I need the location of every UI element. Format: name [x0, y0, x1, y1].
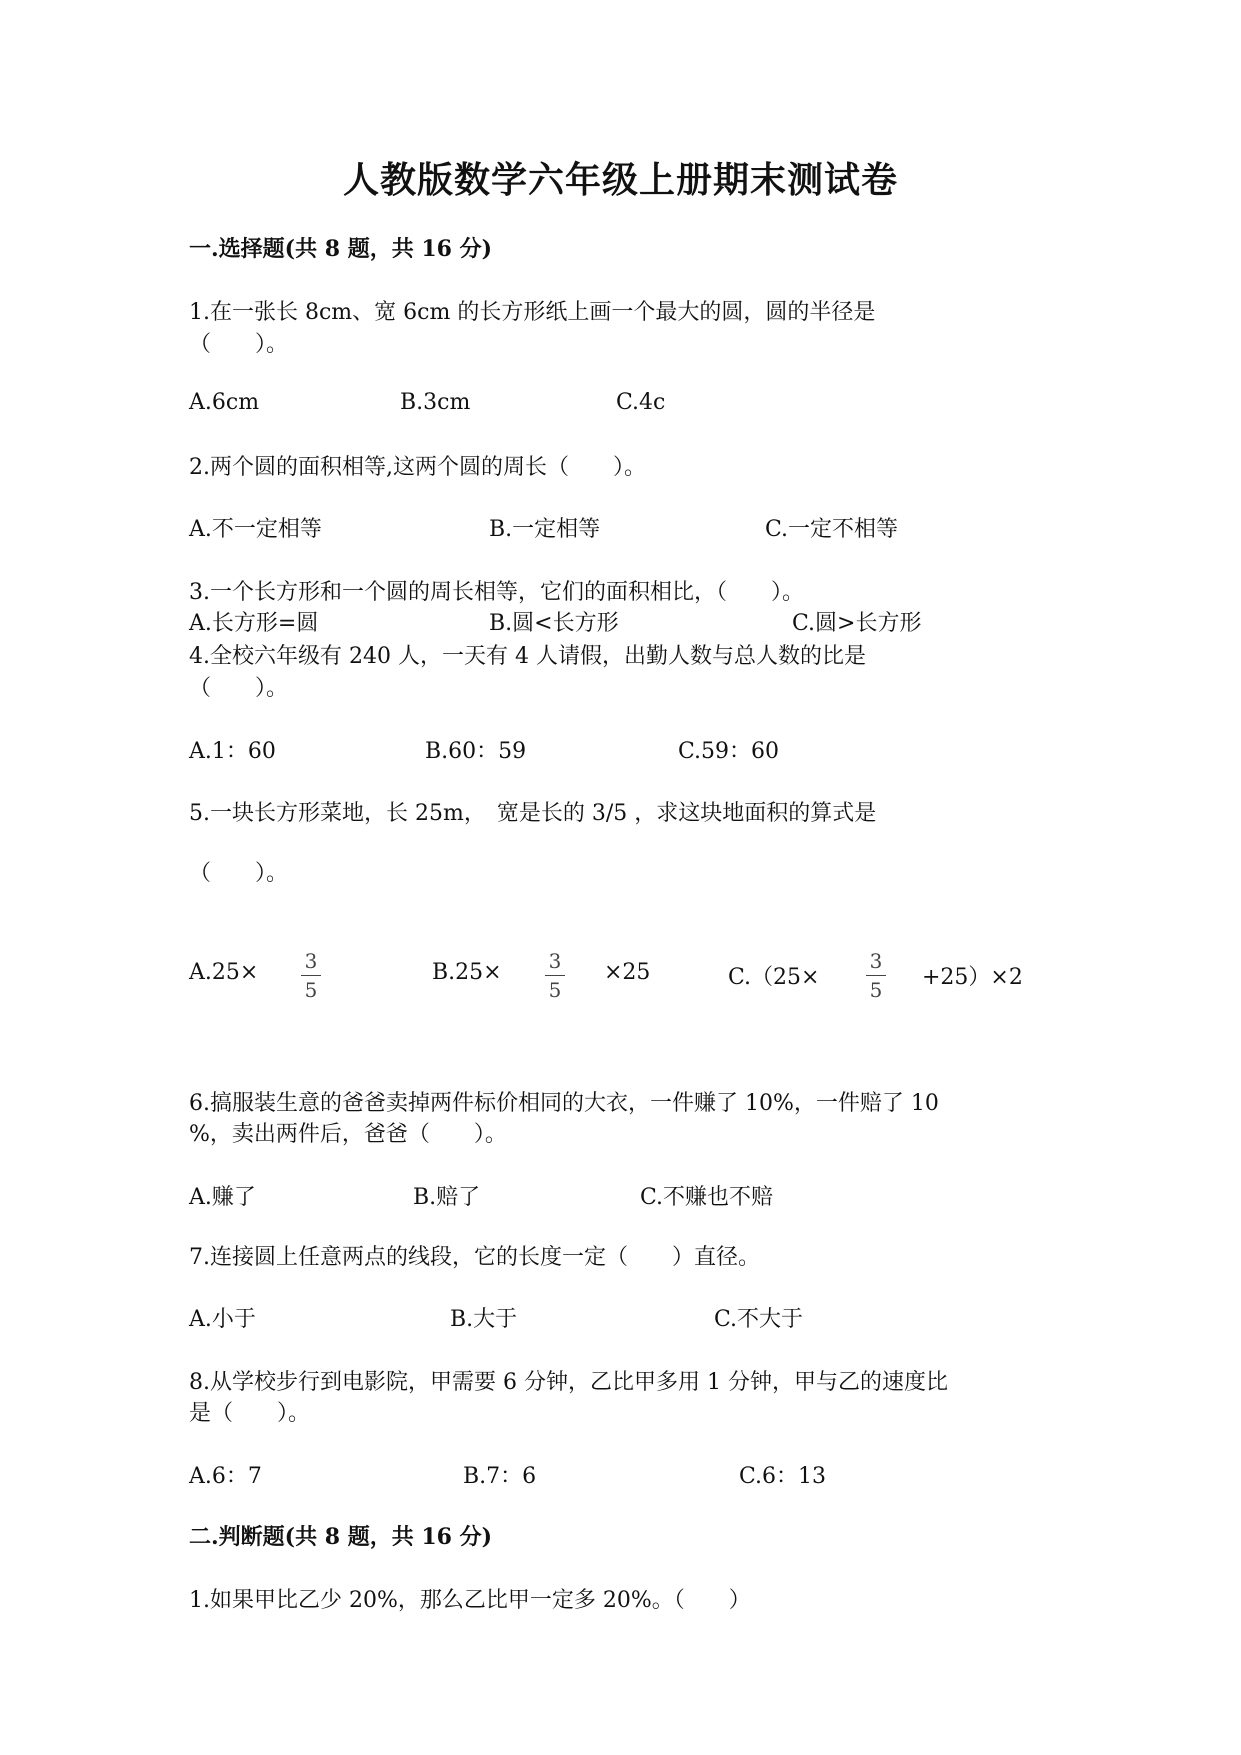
question-6-option-a: A.赚了	[189, 1185, 256, 1210]
question-1-option-a: A.6cm	[189, 390, 260, 415]
fraction-denominator: 5	[548, 978, 562, 1002]
question-8-option-c: C.6：13	[739, 1464, 827, 1489]
question-1-text: 1.在一张长 8cm、宽 6cm 的长方形纸上画一个最大的圆，圆的半径是	[189, 300, 876, 325]
question-8-option-b: B.7：6	[463, 1464, 537, 1489]
question-2-option-c: C.一定不相等	[765, 517, 899, 542]
question-5-option-c: C.（25×	[728, 965, 820, 990]
question-6-text: 6.搞服装生意的爸爸卖掉两件标价相同的大衣，一件赚了 10%，一件赔了 10	[189, 1091, 939, 1116]
page-title: 人教版数学六年级上册期末测试卷	[342, 159, 898, 201]
question-2-option-a: A.不一定相等	[189, 517, 322, 542]
question-5-text: 5.一块长方形菜地，长 25m， 宽是长的 3/5 ，求这块地面积的算式是	[189, 801, 877, 826]
question-3-text: 3.一个长方形和一个圆的周长相等，它们的面积相比，（ ）。	[189, 580, 804, 605]
fraction-bar	[545, 975, 565, 976]
question-2-text: 2.两个圆的面积相等,这两个圆的周长（ ）。	[189, 455, 646, 480]
question-5-option-a-fraction	[300, 950, 322, 1001]
question-1-option-c: C.4c	[616, 390, 666, 415]
question-7-text: 7.连接圆上任意两点的线段，它的长度一定（ ）直径。	[189, 1245, 760, 1270]
fraction-bar	[301, 975, 321, 976]
question-3-option-c: C.圆>长方形	[792, 611, 922, 636]
question-8-text: 8.从学校步行到电影院，甲需要 6 分钟，乙比甲多用 1 分钟，甲与乙的速度比	[189, 1370, 948, 1395]
section-heading-judgement: 二.判断题(共 8 题，共 16 分)	[189, 1524, 493, 1550]
question-4-text: 4.全校六年级有 240 人，一天有 4 人请假，出勤人数与总人数的比是	[189, 644, 866, 669]
question-5-option-b-tail: ×25	[604, 960, 651, 985]
question-1-text-cont: （ ）。	[189, 332, 289, 357]
question-1-option-b: B.3cm	[400, 390, 471, 415]
question-5-option-c-tail: +25）×2	[922, 965, 1023, 990]
question-5-option-b-fraction	[544, 950, 566, 1001]
question-3-option-a: A.长方形=圆	[189, 611, 319, 636]
question-5-text-cont: （ ）。	[189, 861, 289, 886]
question-5-option-c-fraction	[865, 950, 887, 1001]
question-2-option-b: B.一定相等	[489, 517, 601, 542]
question-8-text-cont: 是（ ）。	[189, 1401, 311, 1426]
fraction-numerator: 3	[548, 949, 562, 973]
question-5-option-b: B.25×	[432, 960, 502, 985]
fraction-denominator: 5	[869, 978, 883, 1002]
question-7-option-a: A.小于	[189, 1307, 256, 1332]
fraction-numerator: 3	[304, 949, 318, 973]
question-4-option-a: A.1：60	[189, 739, 276, 764]
question-8-option-a: A.6：7	[189, 1464, 262, 1489]
question-3-option-b: B.圆<长方形	[489, 611, 619, 636]
question-6-option-b: B.赔了	[413, 1185, 481, 1210]
section-heading-choice: 一.选择题(共 8 题，共 16 分)	[189, 236, 493, 262]
question-4-option-b: B.60：59	[425, 739, 527, 764]
question-6-text-cont: %，卖出两件后，爸爸（ ）。	[189, 1122, 507, 1147]
question-4-text-cont: （ ）。	[189, 676, 289, 701]
question-7-option-c: C.不大于	[714, 1307, 804, 1332]
question-4-option-c: C.59：60	[678, 739, 780, 764]
question-7-option-b: B.大于	[450, 1307, 518, 1332]
question-5-option-a: A.25×	[189, 960, 259, 985]
fraction-numerator: 3	[869, 949, 883, 973]
question-6-option-c: C.不赚也不赔	[640, 1185, 774, 1210]
judgement-question-1-text: 1.如果甲比乙少 20%，那么乙比甲一定多 20%。（ ）	[189, 1588, 751, 1613]
fraction-denominator: 5	[304, 978, 318, 1002]
fraction-bar	[866, 975, 886, 976]
